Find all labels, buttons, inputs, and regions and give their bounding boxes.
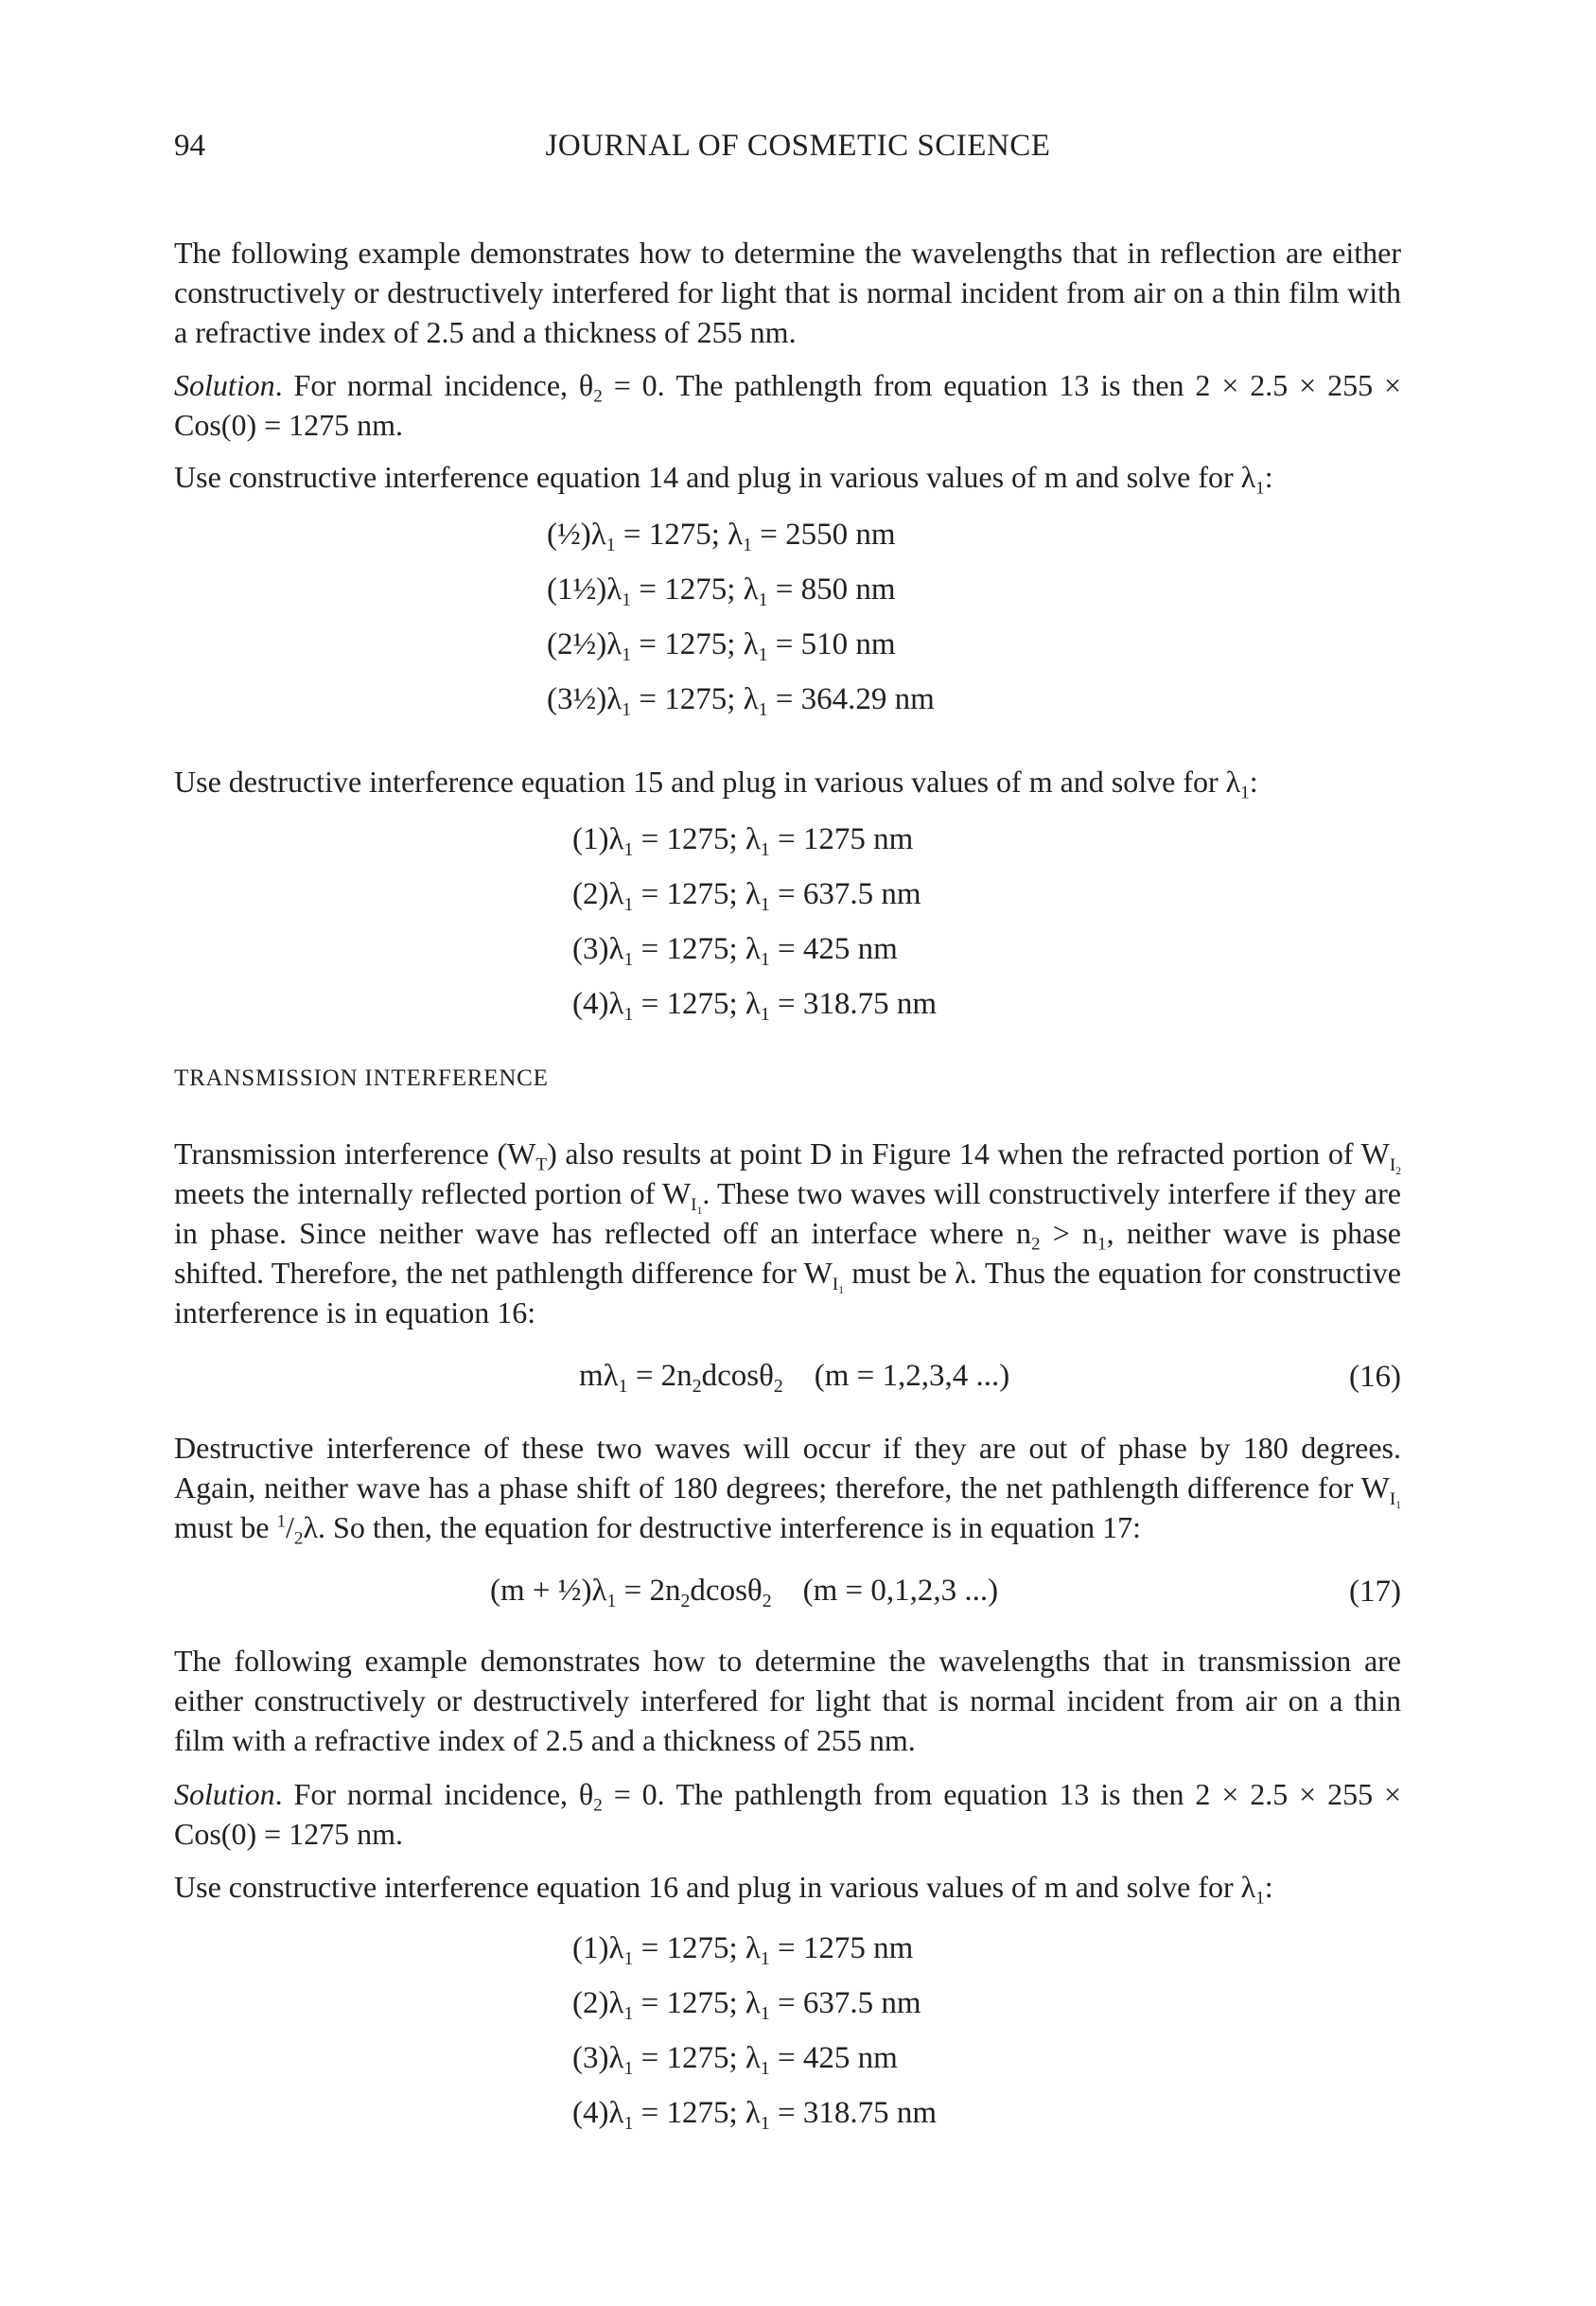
subscript: 1	[606, 1590, 617, 1611]
text-run: The following example demonstrates how to determine the wavelengths that in reflection are either constructively or destructively interfered for light that is normal incident from air on a thin film with a refractive index of 2.5 and a thickness of 255 nm.	[174, 236, 1401, 349]
text-run: Use constructive interference equation 16 and plug in various values of m and solve for λ	[174, 1870, 1256, 1904]
text-run: (1)λ	[572, 1931, 624, 1965]
text-run: = 1275; λ	[633, 822, 761, 856]
equation-line	[572, 977, 937, 1031]
text-run: = 1275; λ	[631, 627, 759, 661]
subscript: 1	[623, 1947, 634, 1969]
text-run: meets the internally reflected portion of W	[174, 1176, 692, 1210]
subscript: 2	[593, 1795, 603, 1816]
subscript: 1	[623, 948, 634, 970]
text-run: :	[1264, 1870, 1273, 1904]
subscript: 1	[758, 643, 768, 665]
paragraph-transmission-example	[174, 1641, 1401, 1760]
text-run: Use constructive interference equation 14 and plug in various values of m and solve for λ	[174, 460, 1256, 494]
equation-line	[572, 922, 937, 977]
text-run: , neither wave is phase shifted. Therefore, the net pathlength difference for W	[174, 1216, 1402, 1290]
subscript: I2	[1389, 1154, 1402, 1177]
text-run: = 637.5 nm	[769, 877, 921, 911]
equation-line	[572, 867, 937, 922]
text-run: = 1275; λ	[633, 2041, 761, 2075]
text-run: = 1275; λ	[633, 1986, 761, 2020]
text-run: = 2n	[627, 1359, 693, 1393]
italic-text: Solution	[174, 368, 275, 402]
equation-line	[547, 562, 935, 617]
equation-16	[579, 1348, 1009, 1403]
subscript: 2	[1031, 1234, 1041, 1255]
subscript: 1	[760, 2002, 770, 2024]
text-run: = 1275; λ	[633, 877, 761, 911]
text-run: = 1275; λ	[633, 987, 761, 1021]
text-run: :	[1264, 460, 1273, 494]
equation-17	[490, 1563, 998, 1618]
paragraph-constructive-instruction	[174, 457, 1401, 497]
text-run: dcosθ	[701, 1359, 774, 1393]
subscript: 1	[622, 698, 632, 720]
equation-number-16: (16)	[1349, 1360, 1401, 1394]
equation-line	[572, 812, 937, 867]
paragraph-transmission-interference	[174, 1134, 1401, 1332]
text-run: = 1275; λ	[631, 682, 759, 716]
equation-list-constructive-reflection	[547, 507, 935, 727]
text-run: = 364.29 nm	[767, 682, 935, 716]
text-run: . These two waves will constructively interfere if they are in phase. Since neither wave has reflected off an interface where n	[174, 1176, 1402, 1250]
text-run: = 0. The pathlength from equation 13 is then 2 × 2.5 × 255 × Cos(0) = 1275 nm.	[174, 368, 1402, 442]
text-run: (½)λ	[547, 518, 606, 552]
text-run: > n	[1040, 1216, 1098, 1250]
text-run: = 1275; λ	[631, 572, 759, 607]
paragraph-solution-reflection	[174, 365, 1401, 445]
subscript: 1	[760, 1003, 770, 1025]
paragraph-constructive-transmission-instruction	[174, 1867, 1401, 1907]
subscript: 1	[623, 1003, 634, 1025]
text-run: . For normal incidence, θ	[274, 1777, 594, 1811]
subscript: 1	[760, 948, 770, 970]
text-run: (m + ½)λ	[490, 1574, 607, 1608]
subscript: 1	[760, 2057, 770, 2079]
text-run: (m = 0,1,2,3 ...)	[771, 1574, 999, 1608]
subscript: 1	[760, 1947, 770, 1969]
text-run: dcosθ	[690, 1574, 763, 1608]
equation-line	[547, 507, 935, 562]
subscript: 1	[623, 2112, 634, 2134]
running-header-journal-title: JOURNAL OF COSMETIC SCIENCE	[545, 129, 1051, 163]
text-run: = 2n	[616, 1574, 681, 1608]
text-run: (1)λ	[572, 822, 624, 856]
text-run: = 425 nm	[769, 2041, 898, 2075]
equation-list-destructive-reflection	[572, 812, 937, 1031]
text-run: /	[286, 1510, 294, 1544]
subscript: 2	[680, 1590, 691, 1611]
text-run: = 1275; λ	[633, 2096, 761, 2130]
text-run: = 425 nm	[769, 932, 898, 966]
text-run: = 2550 nm	[752, 518, 896, 552]
text-run: = 0. The pathlength from equation 13 is then 2 × 2.5 × 255 × Cos(0) = 1275 nm.	[174, 1777, 1402, 1851]
subscript: 1	[623, 838, 634, 860]
subscript: 1	[605, 534, 616, 555]
text-run: (2)λ	[572, 877, 624, 911]
text-run: . For normal incidence, θ	[274, 368, 594, 402]
subscript: 1	[623, 2002, 634, 2024]
subscript: 2	[593, 386, 603, 407]
subscript: 1	[760, 2112, 770, 2134]
text-run: Transmission interference (W	[174, 1136, 536, 1171]
text-run: = 637.5 nm	[769, 1986, 921, 2020]
text-run: (2)λ	[572, 1986, 624, 2020]
subscript: 1	[1255, 1888, 1265, 1909]
subscript: 2	[692, 1375, 702, 1397]
equation-line	[572, 1921, 937, 1976]
subscript: I1	[832, 1274, 844, 1296]
paragraph-destructive-transmission	[174, 1428, 1401, 1547]
text-run: = 1275 nm	[769, 822, 914, 856]
equation-number-17: (17)	[1349, 1575, 1401, 1609]
subscript: 1	[1240, 783, 1250, 803]
subscript: 2	[293, 1528, 304, 1549]
subscript: 1	[760, 838, 770, 860]
text-run: Use destructive interference equation 15 and plug in various values of m and solve for λ	[174, 765, 1241, 799]
text-run: mλ	[579, 1359, 619, 1393]
text-run: = 1275 nm	[769, 1931, 914, 1965]
text-run: ) also results at point D in Figure 14 when the refracted portion of W	[547, 1136, 1390, 1171]
text-run: = 1275; λ	[633, 932, 761, 966]
subscript: 1	[1255, 478, 1265, 499]
text-run: must be	[174, 1510, 277, 1544]
subscript: 1	[1097, 1234, 1107, 1255]
subscript: 1	[623, 2057, 634, 2079]
text-run: (4)λ	[572, 987, 624, 1021]
subscript: 1	[743, 534, 753, 555]
subscript: I1	[691, 1194, 703, 1217]
text-run: = 1275; λ	[615, 518, 744, 552]
text-run: = 850 nm	[767, 572, 896, 607]
paragraph-solution-transmission	[174, 1774, 1401, 1854]
subscript: 1	[618, 1375, 628, 1397]
text-run: = 510 nm	[767, 627, 896, 661]
subscript: 1	[760, 893, 770, 915]
equation-line	[572, 2031, 937, 2086]
subscript: 1	[623, 893, 634, 915]
equation-line	[572, 2086, 937, 2140]
text-run: (2½)λ	[547, 627, 623, 661]
subscript: T	[535, 1154, 548, 1175]
italic-text: Solution	[174, 1777, 275, 1811]
text-run: (4)λ	[572, 2096, 624, 2130]
text-run: :	[1249, 765, 1258, 799]
equation-line	[547, 672, 935, 727]
text-run: (3½)λ	[547, 682, 623, 716]
subscript: 2	[773, 1375, 783, 1397]
paragraph-destructive-instruction	[174, 762, 1401, 801]
equation-list-constructive-transmission	[572, 1921, 937, 2140]
page-number: 94	[174, 129, 205, 163]
subscript: 1	[758, 589, 768, 610]
text-run: (m = 1,2,3,4 ...)	[782, 1359, 1010, 1393]
text-run: (3)λ	[572, 932, 624, 966]
subscript: 2	[762, 1590, 772, 1611]
text-run: (3)λ	[572, 2041, 624, 2075]
text-run: The following example demonstrates how to determine the wavelengths that in transmission are either constructively or destructively interfered for light that is normal incident from air on a thin film with a refractive index of 2.5 and a thickness of 255 nm.	[174, 1644, 1401, 1757]
text-run: λ. So then, the equation for destructive interference is in equation 17:	[303, 1510, 1141, 1544]
text-run: = 318.75 nm	[769, 987, 938, 1021]
text-run: must be λ. Thus the equation for constructive interference is in equation 16:	[174, 1256, 1402, 1329]
paragraph-reflection-example	[174, 233, 1401, 352]
text-run: = 318.75 nm	[769, 2096, 938, 2130]
text-run: = 1275; λ	[633, 1931, 761, 1965]
subscript: 1	[622, 643, 632, 665]
text-run: (1½)λ	[547, 572, 623, 607]
superscript: 1	[276, 1511, 287, 1532]
text-run: Destructive interference of these two waves will occur if they are out of phase by 180 degrees. Again, neither wave has a phase shift of 180 degrees; therefore, the net pathlength difference for W	[174, 1431, 1401, 1505]
equation-line	[572, 1976, 937, 2031]
equation-line	[547, 617, 935, 672]
section-heading: TRANSMISSION INTERFERENCE	[174, 1065, 549, 1091]
subscript: 1	[758, 698, 768, 720]
subscript: 1	[622, 589, 632, 610]
subscript: I1	[1389, 1488, 1401, 1511]
